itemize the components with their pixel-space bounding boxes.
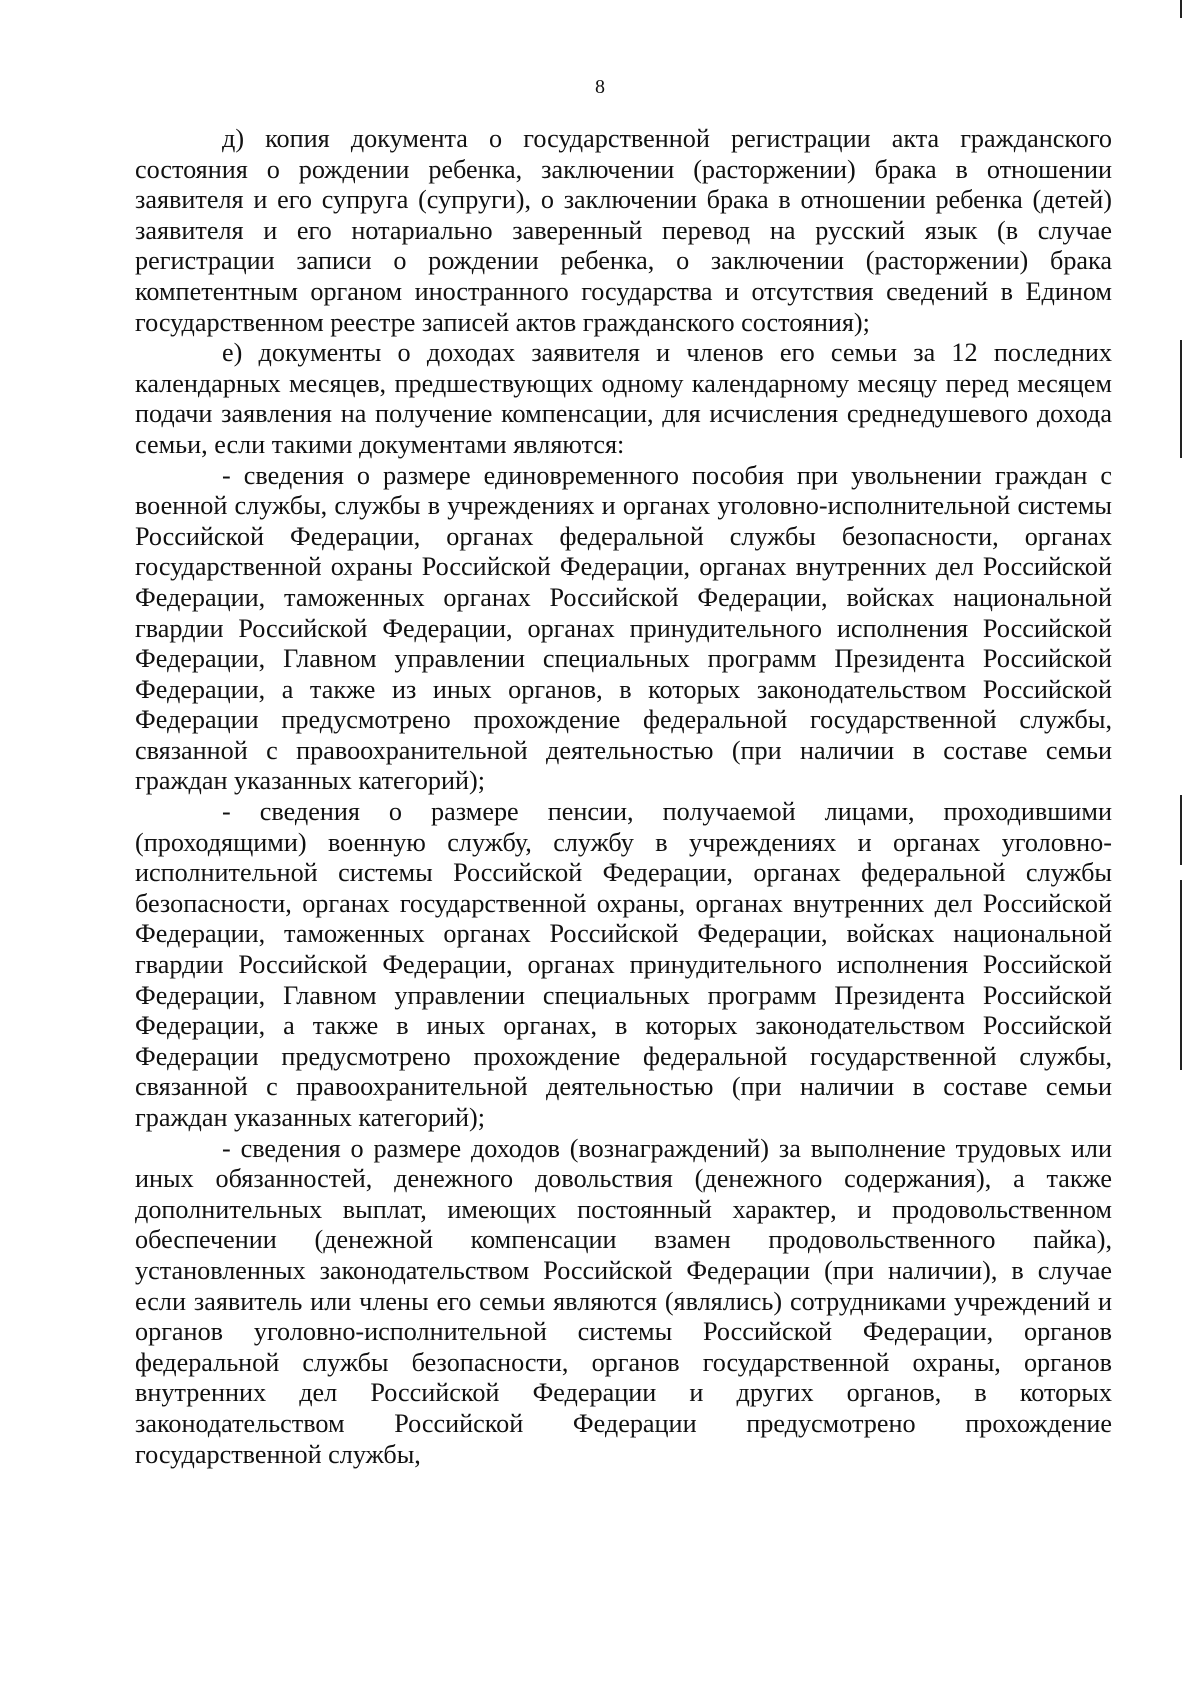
list-item-income-remuneration: - сведения о размере доходов (вознаграждений) за выполнение трудовых или иных обязанностей, денежного довольствия (денежного содержания), а также дополнительных выплат, имеющих постоянный характер, и продовольственном обеспечении (денежной компенсации взамен продовольственного пайка), установленных законодательством Российской Федерации (при наличии), в случае если заявитель или члены его семьи являются (являлись) сотрудниками учреждений и органов уголовно-исполнительной системы Российской Федерации, органов федеральной службы безопасности, органов государственной охраны, органов внутренних дел Российской Федерации и других органов, в которых законодательством Российской Федерации предусмотрено прохождение государственной службы, bbox=[135, 1133, 1112, 1469]
list-item-lump-sum-allowance: - сведения о размере единовременного пособия при увольнении граждан с военной службы, службы в учреждениях и органах уголовно-исполнительной системы Российской Федерации, органах федеральной службы безопасности, органах государственной охраны Российской Федерации, органах внутренних дел Российской Федерации, таможенных органах Российской Федерации, войсках национальной гвардии Российской Федерации, органах принудительного исполнения Российской Федерации, Главном управлении специальных программ Президента Российской Федерации, а также из иных органов, в которых законодательством Российской Федерации предусмотрено прохождение федеральной государственной службы, связанной с правоохранительной деятельностью (при наличии в составе семьи граждан указанных категорий); bbox=[135, 460, 1112, 796]
paragraph-d: д) копия документа о государственной регистрации акта гражданского состояния о рождении ребенка, заключении (расторжении) брака в отношении заявителя и его супруга (супруги), о заключении брака в отношении ребенка (детей) заявителя и его нотариально заверенный перевод на русский язык (в случае регистрации записи о рождении ребенка, о заключении (расторжении) брака компетентным органом иностранного государства и отсутствия сведений в Едином государственном реестре записей актов гражданского состояния); bbox=[135, 124, 1112, 337]
scan-artifact-mark bbox=[1180, 795, 1182, 865]
document-body bbox=[135, 124, 1112, 1470]
page-number: 8 bbox=[595, 76, 605, 98]
list-item-pension: - сведения о размере пенсии, получаемой лицами, проходившими (проходящими) военную службу, службу в учреждениях и органах уголовно-исполнительной системы Российской Федерации, органах федеральной службы безопасности, органах государственной охраны, органах внутренних дел Российской Федерации, таможенных органах Российской Федерации, войсках национальной гвардии Российской Федерации, органах принудительного исполнения Российской Федерации, Главном управлении специальных программ Президента Российской Федерации, а также в иных органах, в которых законодательством Российской Федерации предусмотрено прохождение федеральной государственной службы, связанной с правоохранительной деятельностью (при наличии в составе семьи граждан указанных категорий); bbox=[135, 797, 1112, 1132]
paragraph-e: е) документы о доходах заявителя и членов его семьи за 12 последних календарных месяцев, предшествующих одному календарному месяцу перед месяцем подачи заявления на получение компенсации, для исчисления среднедушевого дохода семьи, если такими документами являются: bbox=[135, 338, 1112, 459]
scan-artifact-mark bbox=[1180, 340, 1182, 458]
scan-artifact-mark bbox=[1180, 0, 1182, 18]
scan-artifact-mark bbox=[1180, 880, 1182, 1070]
